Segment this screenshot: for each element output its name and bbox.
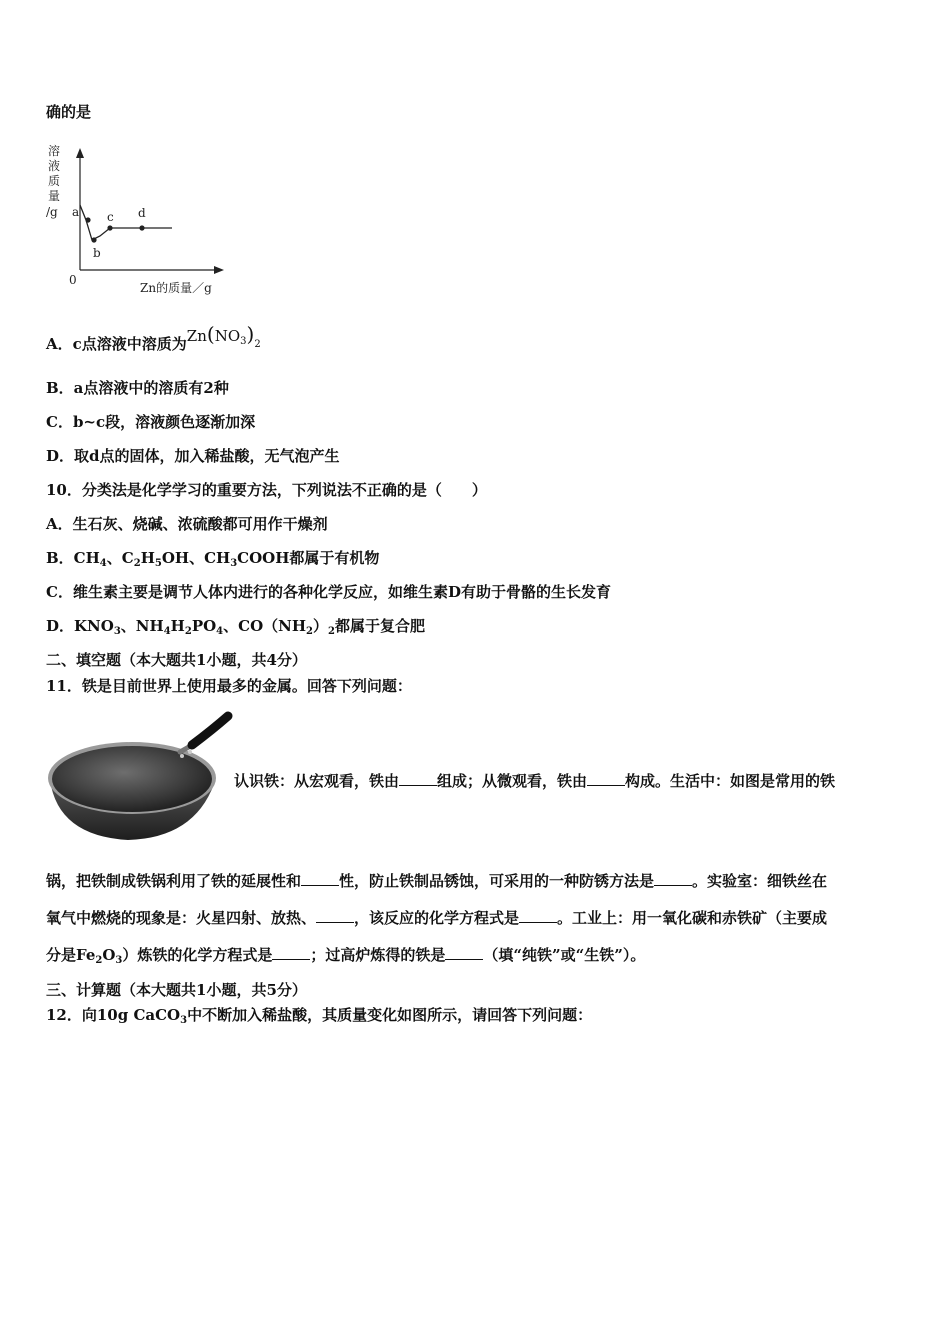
y-axis-label-2: 液 — [48, 159, 61, 173]
answer-blank-4[interactable] — [654, 871, 692, 886]
answer-blank-3[interactable] — [301, 871, 339, 886]
section-2-title: 二、填空题（本大题共1小题，共4分） — [46, 651, 307, 669]
q11-line-2: 锅，把铁制成铁锅利用了铁的延展性和 性，防止铁制品锈蚀，可采用的一种防锈方法是 。实验室：细铁丝在 — [46, 872, 828, 890]
answer-blank-6[interactable] — [519, 908, 557, 923]
solution-mass-curve — [80, 205, 172, 240]
answer-blank-8[interactable] — [445, 945, 483, 960]
y-axis-arrow — [76, 148, 84, 158]
x-axis-arrow — [214, 266, 224, 274]
point-b-label: b — [93, 246, 101, 260]
option-c: C．b~c段，溶液颜色逐渐加深 — [46, 413, 256, 431]
question-11-stem: 11．铁是目前世界上使用最多的金属。回答下列问题： — [46, 677, 412, 695]
point-c — [107, 225, 112, 230]
q11-line-4: 分是$Fe_2O_3$）炼铁的化学方程式是 ；过高炉炼得的铁是 （填“纯铁”或“生铁”）。 — [46, 946, 646, 966]
section-3-title: 三、计算题（本大题共1小题，共5分） — [46, 981, 307, 999]
option-d: D．取d点的固体，加入稀盐酸，无气泡产生 — [46, 447, 340, 465]
question-10-stem: 10．分类法是化学学习的重要方法，下列说法不正确的是（ ） — [46, 481, 487, 499]
zinc-nitrate-formula: $Zn(NO_3)_2$ — [186, 322, 261, 350]
q10-option-c: C．维生素主要是调节人体内进行的各种化学反应，如维生素D有助于骨骼的生长发育 — [46, 583, 611, 601]
answer-blank-2[interactable] — [587, 771, 625, 786]
option-b: B．a点溶液中的溶质有2种 — [46, 379, 229, 397]
y-axis-label-3: 质 — [48, 174, 61, 188]
point-a — [85, 217, 90, 222]
q10-option-d: D．$KNO_3$、$NH_4H_2PO_4$、$CO(NH_2)_2$都属于复合肥 — [46, 617, 425, 637]
q11-line-3: 氧气中燃烧的现象是：火星四射、放热、 ，该反应的化学方程式是 。工业上：用一氧化碳和赤铁矿（主要成 — [46, 909, 828, 927]
q11-line-1: 认识铁：从宏观看，铁由 组成；从微观看，铁由 构成。生活中：如图是常用的铁 — [234, 772, 836, 790]
solution-mass-chart — [42, 140, 232, 300]
y-axis-label-4: 量 — [48, 189, 61, 203]
option-a — [46, 322, 261, 363]
q10-option-a: A．生石灰、烧碱、浓硫酸都可用作干燥剂 — [46, 515, 328, 533]
answer-blank-7[interactable] — [272, 945, 310, 960]
point-d-label: d — [138, 206, 146, 220]
origin-label: 0 — [69, 273, 77, 287]
point-a-label: a — [72, 205, 80, 219]
point-d — [139, 225, 144, 230]
answer-blank-1[interactable] — [399, 771, 437, 786]
point-b — [91, 237, 96, 242]
y-axis-label-unit: /g — [46, 205, 58, 219]
iron-wok-image — [44, 708, 234, 848]
answer-blank-5[interactable] — [316, 908, 354, 923]
q10-option-b: B．$CH_4$、$C_2H_5OH$、$CH_3COOH$都属于有机物 — [46, 549, 380, 569]
point-c-label: c — [107, 210, 114, 224]
y-axis-label-1: 溶 — [48, 144, 61, 158]
question-header-fragment: 确的是 — [46, 103, 92, 121]
question-12-stem: 12．向10g CaCO$_3$中不断加入稀盐酸，其质量变化如图所示，请回答下列问题： — [46, 1006, 593, 1026]
x-axis-label: Zn的质量／g — [140, 281, 212, 295]
option-a-text: A．c点溶液中溶质为 — [46, 335, 187, 353]
